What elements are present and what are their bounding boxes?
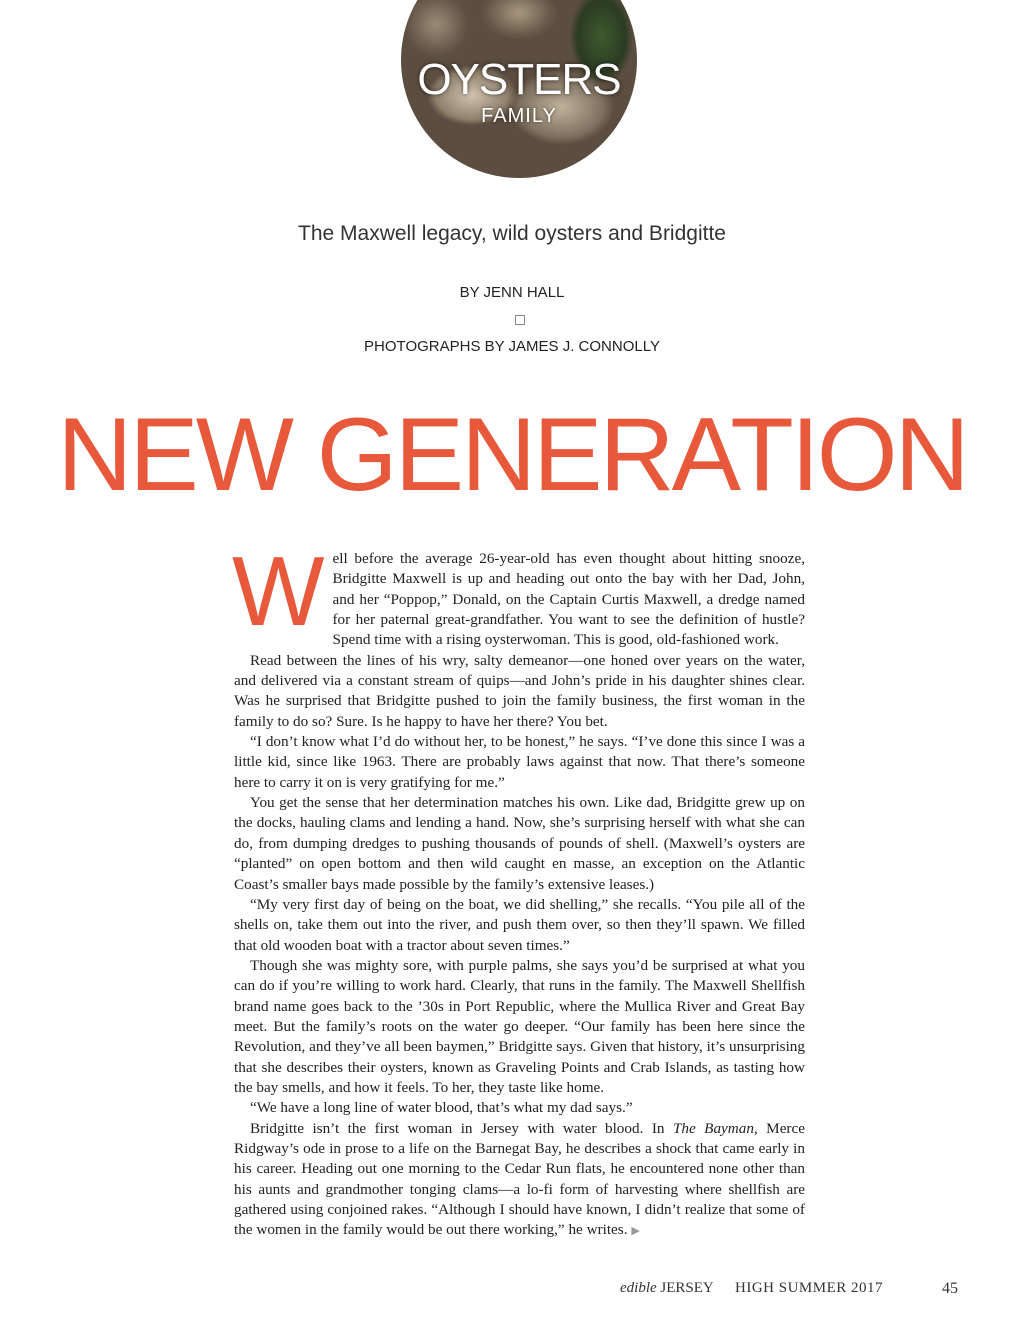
paragraph: Well before the average 26-year-old has even thought about hitting snooze, Bridgitte Maxwell is up and heading out onto the bay with her Dad, John, and her “Poppop,” Donald, on the Captain Curtis Maxwell, a dredge named for her paternal great-grandfather. You want to see the definition of hustle? Spend time with a rising oysterwoman. This is good, old-fashioned work. (232, 536, 805, 649)
issue-date: HIGH SUMMER 2017 (735, 1280, 884, 1296)
paragraph: “I don’t know what I’d do without her, to be honest,” he says. “I’ve done this since I was a little kid, since like 1963. There are probably laws against that now. That there’s someone here to carry it on is very gratifying for me.” (234, 733, 805, 791)
paragraph: Read between the lines of his wry, salty demeanor—one honed over years on the water, and delivered via a constant stream of quips—and John’s pride in his daughter shines clear. Was he surprised that Bridgitte pushed to join the family business, the first woman in the family to do so? Sure. Is he happy to have her there? You bet. (234, 651, 805, 730)
paragraph: “We have a long line of water blood, that’s what my dad says.” (250, 1099, 633, 1117)
book-title: The Bayman (672, 1119, 754, 1137)
paragraph: Though she was mighty sore, with purple palms, she says you’d be surprised at what you can do if you’re willing to work hard. Clearly, that runs in the family. The Maxwell Shellfish brand name goes back to the ’30s in Port Republic, where the Mullica River and Great Bay meet. But the family’s roots on the water go deeper. “Our family has been here since the Revolution, and they’ve all been baymen,” Bridgitte says. Given that history, it’s unsurprising that she describes their oysters, known as Graveling Points and Crab Islands, as tasting how the bay smells, and how it feels. To her, they taste like home. (234, 956, 805, 1096)
headline: NEW GENERATION (57, 397, 967, 513)
oysters-photo-badge (401, 0, 637, 178)
drop-cap: W (232, 536, 325, 646)
paragraph: Bridgitte isn’t the first woman in Jersey with water blood. In The Bayman, Merce Ridgway’s ode in prose to a life on the Barnegat Bay, he describes a shock that came early in his career. Heading out one morning to the Cedar Run flats, he encountered none other than his aunts and grandmother tonging clams—a lo-fi form of harvesting where shellfish are gathered using conjoined rakes. “Although I should have known, I didn’t realize that some of the women in the family would be out there working,” he writes. ▶ (234, 1119, 805, 1239)
photo-credit: PHOTOGRAPHS BY JAMES J. CONNOLLY (364, 338, 660, 355)
article-body (232, 536, 805, 1242)
paragraph: “My very first day of being on the boat, we did shelling,” she recalls. “You pile all of the shells on, take them out into the river, and push them over, so then they’ll spawn. We filled that old wooden boat with a tractor about seven times.” (234, 895, 805, 954)
deck: The Maxwell legacy, wild oysters and Bridgitte (298, 222, 726, 245)
paragraph: You get the sense that her determination matches his own. Like dad, Bridgitte grew up on the docks, hauling clams and lending a hand. Now, she’s surprising herself with what she can do, from dumping dredges to pushing thousands of pounds of shell. (Maxwell’s oysters are “planted” on open bottom and then wild caught en masse, an exception on the Atlantic Coast’s smaller bays made possible by the family’s extensive leases.) (234, 794, 805, 893)
byline: BY JENN HALL (459, 284, 565, 301)
page-number: 45 (942, 1280, 958, 1297)
badge-subtitle: FAMILY (481, 105, 557, 127)
continue-arrow-icon: ▶ (631, 1225, 640, 1238)
separator-square-icon (515, 315, 525, 325)
magazine-name: edible JERSEY (620, 1280, 714, 1296)
badge-title: OYSTERS (417, 55, 621, 104)
